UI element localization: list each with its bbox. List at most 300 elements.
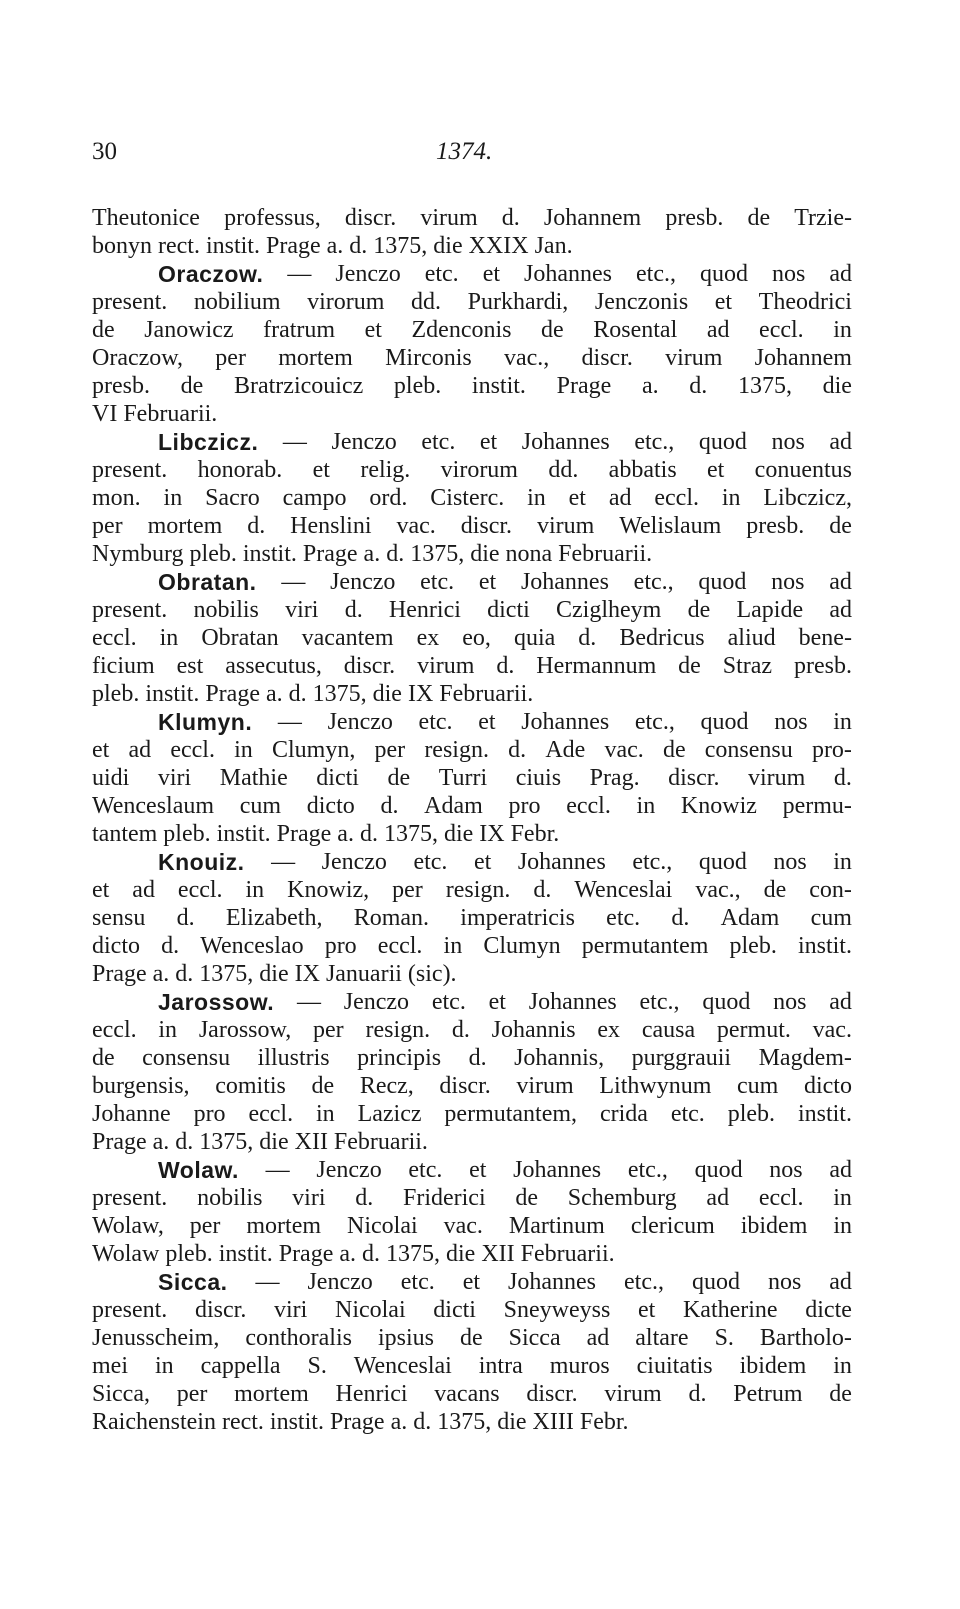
word: etc., xyxy=(632,849,673,875)
word: in xyxy=(636,793,656,819)
word: Wenceslaum xyxy=(92,793,215,819)
word: ibidem xyxy=(740,1213,808,1239)
word: ad xyxy=(829,1269,852,1295)
text-line xyxy=(92,484,852,512)
word: honorab. xyxy=(197,457,283,483)
word: — xyxy=(271,849,296,875)
text-line xyxy=(92,1184,852,1212)
word: Welislaum xyxy=(619,513,722,539)
word: Johannis xyxy=(491,1017,576,1043)
word: dicto xyxy=(803,1073,852,1099)
word: Johannes xyxy=(508,1269,597,1295)
word: discr. xyxy=(460,513,513,539)
word: — xyxy=(281,569,306,595)
word: de xyxy=(763,877,787,903)
word: instit. xyxy=(797,933,852,959)
word: Jenczo xyxy=(321,849,387,875)
word: eccl. xyxy=(759,317,804,343)
text-line xyxy=(92,1128,852,1156)
word: con- xyxy=(809,877,852,903)
word: quia xyxy=(513,625,556,651)
word: ad xyxy=(829,429,852,455)
word: per xyxy=(176,1381,208,1407)
word: quod xyxy=(698,429,747,455)
word: clericum xyxy=(630,1213,715,1239)
word: mortem xyxy=(234,1381,309,1407)
word: Bratrzicouicz xyxy=(233,373,364,399)
word: Johannem xyxy=(754,345,852,371)
word: Theodrici xyxy=(758,289,852,315)
word: discr. xyxy=(439,1073,491,1099)
word: et xyxy=(482,261,501,287)
word: Libczicz, xyxy=(763,485,852,511)
line-text: Prage a. d. 1375, die IX Januarii (sic). xyxy=(92,961,457,987)
word: pro xyxy=(508,793,541,819)
word: Jenczo xyxy=(331,429,397,455)
word: a. xyxy=(641,373,659,399)
word: d. xyxy=(176,905,195,931)
word: quod xyxy=(698,569,747,595)
word: quod xyxy=(699,261,748,287)
word: Wenceslao xyxy=(200,933,304,959)
word: etc., xyxy=(633,569,674,595)
place-name-heading: Oraczow. xyxy=(158,261,264,287)
line-text: Prage a. d. 1375, die XII Februarii. xyxy=(92,1129,428,1155)
word: de xyxy=(311,1073,335,1099)
text-line xyxy=(92,1352,852,1380)
word: in xyxy=(833,1353,852,1379)
word: per xyxy=(92,513,123,539)
word: per xyxy=(374,737,406,763)
word: et xyxy=(637,1297,656,1323)
word: campo xyxy=(282,485,347,511)
word: ciuitatis xyxy=(636,1353,713,1379)
word: in xyxy=(443,933,463,959)
word: imperatricis xyxy=(460,905,575,931)
word: ex xyxy=(597,1017,621,1043)
word: crida xyxy=(599,1101,648,1127)
text-line xyxy=(92,624,852,652)
word: present. xyxy=(92,597,168,623)
word: virum xyxy=(516,1073,574,1099)
word: et xyxy=(364,317,382,343)
word: ord. xyxy=(369,485,408,511)
word: Schemburg xyxy=(567,1185,677,1211)
word: in xyxy=(159,625,179,651)
word: fratrum xyxy=(263,317,336,343)
word: Johannes xyxy=(528,989,617,1015)
word: Sicca, xyxy=(92,1381,150,1407)
word: ad xyxy=(829,261,852,287)
word: etc. xyxy=(421,429,456,455)
word: quod xyxy=(700,709,749,735)
word: altare xyxy=(635,1325,689,1351)
word: Clumyn xyxy=(483,933,561,959)
text-line xyxy=(92,848,852,876)
word: etc. xyxy=(400,1269,435,1295)
word: purggrauii xyxy=(631,1045,732,1071)
text-line xyxy=(92,232,852,260)
word: Recz, xyxy=(359,1073,414,1099)
word: et xyxy=(488,989,506,1015)
page-header xyxy=(92,138,852,178)
word: pleb. xyxy=(727,1101,776,1127)
word: relig. xyxy=(360,457,411,483)
word: in xyxy=(527,485,546,511)
word: present. xyxy=(92,1297,168,1323)
word: Johannes xyxy=(521,709,610,735)
word: virum xyxy=(748,765,806,791)
text-line xyxy=(92,540,852,568)
word: pro xyxy=(324,933,357,959)
word: et xyxy=(473,849,492,875)
word: instit. xyxy=(797,1101,852,1127)
line-text: VI Februarii. xyxy=(92,401,218,427)
text-line xyxy=(92,1156,852,1184)
word: est xyxy=(176,653,204,679)
word: resign. xyxy=(445,877,511,903)
word: et xyxy=(312,457,330,483)
word: presb. xyxy=(794,653,852,679)
word: Jenczo xyxy=(327,709,393,735)
word: discr. xyxy=(526,1381,578,1407)
entry xyxy=(92,988,852,1156)
text-line xyxy=(92,1268,852,1296)
word: et xyxy=(462,1269,481,1295)
word: virum xyxy=(417,653,475,679)
word: Elizabeth, xyxy=(225,905,323,931)
word: in xyxy=(234,737,253,763)
word: etc. xyxy=(431,989,466,1015)
word: present. xyxy=(92,289,168,315)
word: nobilis xyxy=(197,1185,263,1211)
text-line xyxy=(92,960,852,988)
word: etc. xyxy=(413,849,448,875)
text-line xyxy=(92,988,852,1016)
word: illustris xyxy=(257,1045,330,1071)
word: mon. xyxy=(92,485,141,511)
word: Knowiz xyxy=(680,793,757,819)
entry xyxy=(92,708,852,848)
text-line xyxy=(92,1100,852,1128)
line-text: Wolaw pleb. instit. Prage a. d. 1375, die XII Februarii. xyxy=(92,1241,615,1267)
word: dd. xyxy=(411,289,442,315)
word: principis xyxy=(357,1045,442,1071)
word: pro- xyxy=(811,737,852,763)
word: cum xyxy=(239,793,282,819)
text-line xyxy=(92,316,852,344)
word: virum xyxy=(665,345,723,371)
word: Bartholo- xyxy=(759,1325,852,1351)
word: Jenczo xyxy=(343,989,410,1015)
word: per xyxy=(215,345,246,371)
word: Rosental xyxy=(593,317,678,343)
word: et xyxy=(568,485,586,511)
word: d. xyxy=(380,793,399,819)
text-line xyxy=(92,1296,852,1324)
word: pleb. xyxy=(729,933,777,959)
word: Trzie- xyxy=(794,205,852,231)
word: conuentus xyxy=(754,457,852,483)
text-line xyxy=(92,596,852,624)
word: discr. xyxy=(344,205,397,231)
word: Nicolai xyxy=(347,1213,418,1239)
word: resign. xyxy=(365,1017,431,1043)
word: Magdem- xyxy=(758,1045,852,1071)
word: Jarossow, xyxy=(198,1017,292,1043)
word: d. xyxy=(355,1185,374,1211)
word: ad xyxy=(829,597,852,623)
word: ibidem xyxy=(739,1353,807,1379)
word: permu- xyxy=(782,793,852,819)
word: de xyxy=(678,653,701,679)
word: Jenusscheim, xyxy=(92,1325,220,1351)
word: d. xyxy=(247,513,266,539)
word: quod xyxy=(698,849,747,875)
word: per xyxy=(392,877,423,903)
word: Adam xyxy=(720,905,780,931)
running-head-year: 1374. xyxy=(436,138,493,165)
word: d. xyxy=(671,905,690,931)
word: etc. xyxy=(408,1157,443,1183)
text-line xyxy=(92,372,852,400)
word: ficium xyxy=(92,653,155,679)
word: in xyxy=(245,877,265,903)
word: ad xyxy=(132,877,155,903)
word: Janowicz xyxy=(144,317,234,343)
place-name-heading: Obratan. xyxy=(158,569,257,595)
text-line xyxy=(92,876,852,904)
word: vacans xyxy=(434,1381,500,1407)
word: conthoralis xyxy=(245,1325,352,1351)
word: etc. xyxy=(424,261,459,287)
word: Johannes xyxy=(517,849,606,875)
word: vac., xyxy=(503,345,550,371)
word: ex xyxy=(416,625,440,651)
word: dicti xyxy=(433,1297,476,1323)
word: etc. xyxy=(418,709,453,735)
word: discr. xyxy=(581,345,633,371)
text-line xyxy=(92,1324,852,1352)
word: d. xyxy=(468,1045,487,1071)
word: sensu xyxy=(92,905,146,931)
word: Bedricus xyxy=(619,625,705,651)
word: viri xyxy=(273,1297,308,1323)
line-text: Raichenstein rect. instit. Prage a. d. 1375, die XIII Febr. xyxy=(92,1409,629,1435)
word: muros xyxy=(549,1353,610,1379)
word: eo, xyxy=(462,625,491,651)
text-line xyxy=(92,820,852,848)
line-text: Nymburg pleb. instit. Prage a. d. 1375, die nona Februarii. xyxy=(92,541,653,567)
word: ad xyxy=(586,1325,610,1351)
place-name-heading: Libczicz. xyxy=(158,429,259,455)
word: presb. xyxy=(92,373,150,399)
word: viri xyxy=(292,1185,326,1211)
word: Wenceslai xyxy=(574,877,673,903)
word: assecutus, xyxy=(225,653,322,679)
word: Lithwynum xyxy=(599,1073,712,1099)
word: d. xyxy=(451,1017,470,1043)
word: professus, xyxy=(224,205,321,231)
word: nobilis xyxy=(193,597,259,623)
word: nos xyxy=(769,1157,803,1183)
text-line xyxy=(92,512,852,540)
word: de xyxy=(829,513,852,539)
line-text: bonyn rect. instit. Prage a. d. 1375, die XXIX Jan. xyxy=(92,233,573,259)
text-line xyxy=(92,1408,852,1436)
word: d. xyxy=(533,877,552,903)
word: Jenczo xyxy=(307,1269,373,1295)
word: viri xyxy=(157,765,192,791)
word: aliud xyxy=(727,625,776,651)
word: et xyxy=(478,709,496,735)
word: dicti xyxy=(487,597,530,623)
word: virum xyxy=(420,205,478,231)
word: present. xyxy=(92,1185,168,1211)
text-line xyxy=(92,204,852,232)
word: S. xyxy=(714,1325,734,1351)
word: de xyxy=(180,373,204,399)
entry xyxy=(92,568,852,708)
word: d. xyxy=(508,737,527,763)
word: Cisterc. xyxy=(430,485,505,511)
word: eccl. xyxy=(377,933,423,959)
word: Cziglheym xyxy=(556,597,662,623)
word: etc., xyxy=(627,1157,668,1183)
word: de xyxy=(515,1185,539,1211)
word: Oraczow, xyxy=(92,345,184,371)
line-text: pleb. instit. Prage a. d. 1375, die IX Februarii. xyxy=(92,681,534,707)
word: et xyxy=(92,737,110,763)
text-line xyxy=(92,400,852,428)
word: Knowiz, xyxy=(287,877,370,903)
word: Mirconis xyxy=(385,345,472,371)
word: Straz xyxy=(722,653,773,679)
word: Jenczonis xyxy=(594,289,689,315)
word: etc. xyxy=(606,905,641,931)
entry xyxy=(92,428,852,568)
text-line xyxy=(92,1380,852,1408)
text-line xyxy=(92,568,852,596)
word: Johannes xyxy=(520,569,609,595)
word: Clumyn, xyxy=(271,737,356,763)
word: — xyxy=(287,261,312,287)
word: ad xyxy=(128,737,152,763)
text-line xyxy=(92,792,852,820)
word: Johannes xyxy=(513,1157,602,1183)
word: Purkhardi, xyxy=(467,289,569,315)
document-page xyxy=(92,138,852,1436)
text-line xyxy=(92,260,852,288)
word: discr. xyxy=(194,1297,247,1323)
text-line xyxy=(92,1212,852,1240)
word: eccl. xyxy=(170,737,215,763)
word: — xyxy=(282,429,307,455)
word: et xyxy=(469,1157,487,1183)
word: S. xyxy=(307,1353,327,1379)
place-name-heading: Wolaw. xyxy=(158,1157,239,1183)
word: nos xyxy=(771,569,805,595)
word: Johannes xyxy=(521,429,610,455)
word: die xyxy=(822,373,852,399)
word: vac. xyxy=(604,737,644,763)
word: etc., xyxy=(634,709,675,735)
word: in xyxy=(833,849,852,875)
entry xyxy=(92,260,852,428)
word: vacantem xyxy=(301,625,394,651)
word: Lapide xyxy=(736,597,804,623)
word: ad xyxy=(706,317,730,343)
text-line xyxy=(92,652,852,680)
word: etc., xyxy=(634,429,675,455)
word: etc. xyxy=(420,569,455,595)
word: de xyxy=(92,317,115,343)
word: de xyxy=(92,1045,115,1071)
word: abbatis xyxy=(608,457,677,483)
word: d. xyxy=(344,597,363,623)
word: vac. xyxy=(396,513,436,539)
text-line xyxy=(92,1044,852,1072)
word: nobilium xyxy=(193,289,281,315)
word: de xyxy=(541,317,564,343)
word: d. xyxy=(161,933,180,959)
word: Henrici xyxy=(335,1381,408,1407)
word: dicte xyxy=(805,1297,852,1323)
word: nos xyxy=(771,261,806,287)
word: d. xyxy=(689,373,708,399)
text-line xyxy=(92,1240,852,1268)
word: d. xyxy=(833,765,852,791)
word: eccl. xyxy=(92,625,137,651)
text-line xyxy=(92,932,852,960)
word: d. xyxy=(688,1381,707,1407)
word: Ade xyxy=(545,737,586,763)
word: mortem xyxy=(147,513,223,539)
word: permutantem xyxy=(581,933,709,959)
word: — xyxy=(255,1269,280,1295)
word: d. xyxy=(496,653,515,679)
word: presb. xyxy=(746,513,805,539)
word: ad xyxy=(829,989,852,1015)
word: Hermannum xyxy=(536,653,657,679)
word: d. xyxy=(578,625,597,651)
word: presb. xyxy=(665,205,724,231)
word: pro xyxy=(193,1101,226,1127)
word: nos xyxy=(774,709,808,735)
text-line xyxy=(92,764,852,792)
word: Johannem xyxy=(543,205,642,231)
word: etc. xyxy=(670,1101,705,1127)
word: virum xyxy=(604,1381,662,1407)
document-body xyxy=(92,204,852,1436)
word: Mathie xyxy=(219,765,288,791)
word: etc., xyxy=(624,1269,664,1295)
word: Henrici xyxy=(388,597,461,623)
word: nos xyxy=(767,1269,802,1295)
word: virorum xyxy=(307,289,385,315)
word: mortem xyxy=(246,1213,322,1239)
word: consensu xyxy=(704,737,793,763)
word: dicto xyxy=(92,933,140,959)
word: Nicolai xyxy=(334,1297,406,1323)
entry xyxy=(92,1268,852,1436)
word: Sicca xyxy=(508,1325,561,1351)
word: cum xyxy=(737,1073,779,1099)
word: Sacro xyxy=(205,485,260,511)
word: de xyxy=(662,737,686,763)
word: nos xyxy=(773,989,807,1015)
word: eccl. xyxy=(177,877,223,903)
